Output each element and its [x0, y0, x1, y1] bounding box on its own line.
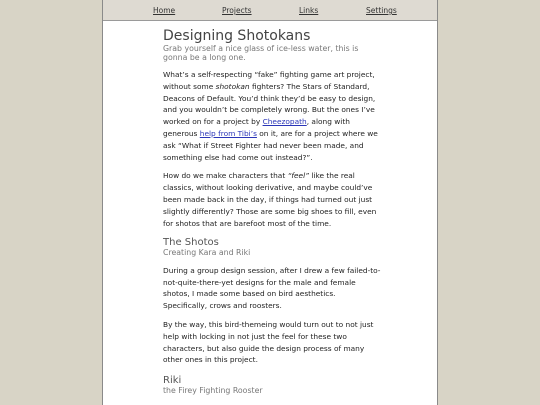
intro-text-2: fighters? The Stars of Standard, Deacons of Default. You’d think they’d be easy to design, and you wouldn’t be completely wrong. But the ones I’ve worked on for a project by [163, 81, 376, 127]
nav-link-projects[interactable]: Projects [222, 6, 252, 15]
top-nav [103, 0, 437, 21]
article [163, 28, 381, 396]
page-subtitle: Grab yourself a nice glass of ice-less water, this is gonna be a long one. [163, 44, 359, 62]
section-heading-riki: Riki [163, 375, 182, 387]
second-text-1: How do we make characters that [163, 171, 288, 181]
page-column [102, 0, 438, 405]
shotos-paragraph-1: During a group design session, after I drew a few failed-to-not-quite-there-yet designs for the male and female shotos, I made some based on bird aesthetics. Specifically, crows and roosters. [163, 265, 381, 311]
second-paragraph [163, 170, 381, 229]
feel-emphasis: “feel” [287, 171, 309, 181]
intro-text-3: , along with generous [163, 117, 350, 138]
second-text-2: like the real classics, without looking derivative, and maybe could’ve been made back in the day, if things had turned out just slightly differently? Those are some big shoes to fill, even for shotos that are barefoot most of the time. [163, 171, 377, 228]
section-subheading-shotos: Creating Kara and Riki [163, 248, 251, 258]
intro-text-1: What’s a self-respecting “fake” fighting game art project, without some [163, 70, 375, 91]
intro-text-4: on it, are for a project where we ask “What if Street Fighter had never been made, and something else had come out instead?”. [163, 128, 378, 162]
tibis-help-link[interactable]: help from Tibi’s [199, 128, 257, 138]
nav-link-links[interactable]: Links [299, 6, 319, 15]
intro-paragraph [163, 69, 381, 163]
section-subheading-riki: the Firey Fighting Rooster [163, 386, 263, 396]
cheezopath-link[interactable]: Cheezopath [262, 117, 307, 127]
nav-link-settings[interactable]: Settings [366, 6, 397, 15]
shotos-paragraph-2: By the way, this bird-themeing would turn out to not just help with locking in not just the feel for these two characters, but also guide the design process of many other ones in this project. [163, 320, 374, 365]
intro-emphasis: shotokan [215, 81, 250, 91]
page-title: Designing Shotokans [163, 28, 311, 44]
nav-link-home[interactable]: Home [153, 6, 176, 15]
section-heading-shotos: The Shotos [163, 237, 219, 249]
